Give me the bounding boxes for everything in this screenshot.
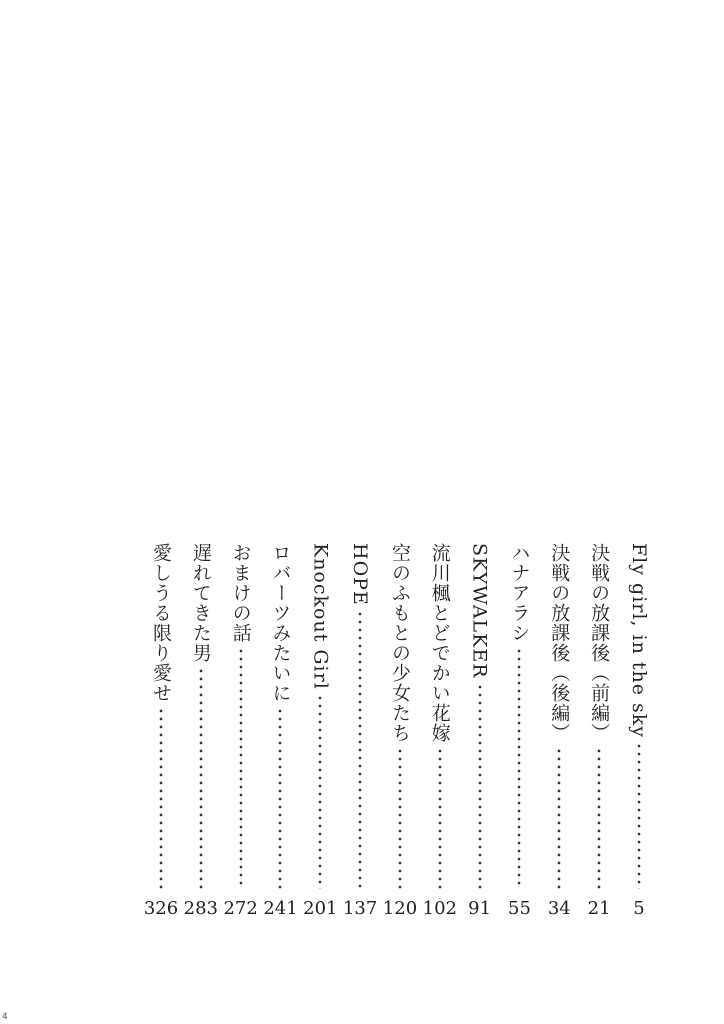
toc-entry-title: おまけの話 <box>229 543 252 643</box>
toc-entry <box>586 543 612 923</box>
toc-entry-title: ハナアラシ <box>508 543 531 643</box>
toc-entry-title: 決戦の放課後（後編） <box>548 543 571 743</box>
toc-entry-title: Fly girl, in the sky <box>627 543 650 739</box>
dot-leader <box>637 742 641 889</box>
toc-entry-title: ロバーツみたいに <box>269 543 292 703</box>
toc-entry-page: 326 <box>143 898 179 919</box>
toc-entry-page: 137 <box>342 898 378 919</box>
dot-leader <box>278 707 282 889</box>
dot-leader <box>438 747 442 889</box>
toc-entry <box>422 543 457 923</box>
toc-entry-title: Knockout Girl <box>309 543 332 690</box>
toc-entry-title: 空のふもとの少女たち <box>388 543 411 743</box>
toc-entry-page: 283 <box>183 898 219 919</box>
toc-entry <box>263 543 298 923</box>
dot-leader <box>398 747 402 889</box>
dot-leader <box>478 683 482 889</box>
toc-entry-page: 272 <box>223 898 258 919</box>
toc-entry <box>342 543 378 923</box>
table-of-contents <box>143 543 652 923</box>
toc-entry-page: 120 <box>382 898 418 919</box>
toc-entry <box>303 543 338 923</box>
dot-leader <box>159 707 163 889</box>
toc-entry <box>626 543 652 923</box>
dot-leader <box>199 667 203 889</box>
toc-entry-title: 愛しうる限り愛せ <box>150 543 172 703</box>
toc-entry <box>467 543 493 923</box>
toc-entry-page: 91 <box>468 898 492 919</box>
dot-leader <box>239 647 243 889</box>
toc-entry <box>546 543 572 923</box>
toc-entry-title: HOPE <box>349 543 372 606</box>
dot-leader <box>557 747 561 889</box>
toc-entry-title: 遅れてきた男 <box>189 543 212 663</box>
toc-entry <box>223 543 258 923</box>
dot-leader <box>597 747 601 889</box>
page-number: 4 <box>2 1012 8 1022</box>
toc-entry <box>143 543 179 923</box>
toc-entry-page: 21 <box>587 898 611 919</box>
dot-leader <box>517 647 521 889</box>
toc-entry-page: 102 <box>422 898 457 919</box>
toc-entry-title: 決戦の放課後（前編） <box>588 543 611 743</box>
toc-entry <box>506 543 532 923</box>
toc-entry <box>382 543 418 923</box>
toc-entry-title: SKYWALKER <box>468 543 491 679</box>
toc-entry-page: 201 <box>303 898 338 919</box>
dot-leader <box>358 610 362 889</box>
toc-entry-title: 流川楓とどでかい花嫁 <box>428 543 451 743</box>
toc-entry-page: 55 <box>508 898 531 919</box>
toc-entry-page: 5 <box>633 898 645 919</box>
toc-entry <box>183 543 219 923</box>
dot-leader <box>318 694 322 889</box>
toc-entry-page: 34 <box>547 898 571 919</box>
toc-entry-page: 241 <box>263 898 298 919</box>
